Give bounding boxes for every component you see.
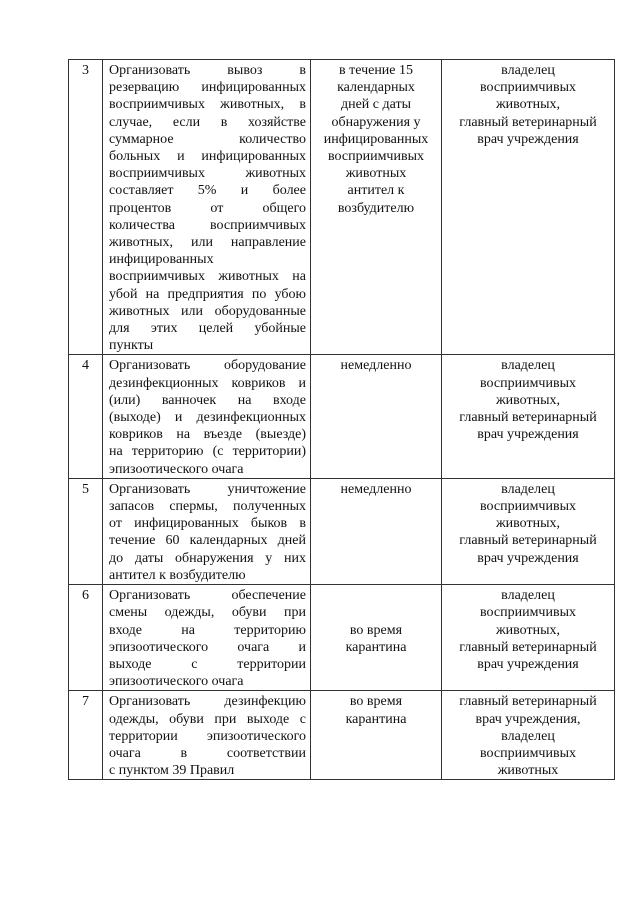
measure-text-line: эпизоотического очага bbox=[109, 461, 244, 477]
responsible-cell bbox=[442, 691, 615, 780]
term-text-line: во время bbox=[349, 694, 403, 710]
term-text-line: во время bbox=[349, 622, 403, 638]
measure-text-line: очага в соответствии bbox=[109, 745, 306, 761]
measure-text-line: выходе с территории bbox=[109, 656, 306, 672]
measure-text-line: восприимчивых животных, в bbox=[109, 97, 306, 113]
measure-cell bbox=[103, 478, 311, 584]
responsible-text-line: врач учреждения bbox=[477, 656, 579, 672]
responsible-text-line: восприимчивых bbox=[480, 605, 576, 621]
term-cell bbox=[311, 60, 442, 355]
term-text-line: возбудителю bbox=[337, 200, 415, 216]
measures-table bbox=[68, 59, 615, 780]
measure-text-line: восприимчивых животных bbox=[109, 166, 306, 182]
responsible-text-line: владелец bbox=[501, 588, 555, 604]
responsible-text-line: врач учреждения bbox=[477, 131, 579, 147]
responsible-text-line: животных, bbox=[495, 622, 560, 638]
term-text-line: немедленно bbox=[340, 481, 412, 497]
measure-text-line: на территорию (с территории) bbox=[109, 444, 306, 460]
measure-text-line: суммарное количество bbox=[109, 131, 306, 147]
term-cell bbox=[311, 585, 442, 691]
term-text-line: дней с даты bbox=[340, 97, 412, 113]
table-row bbox=[69, 585, 615, 691]
measure-text-line: с пунктом 39 Правил bbox=[109, 763, 235, 779]
term-text-line: карантина bbox=[345, 639, 407, 655]
measure-cell bbox=[103, 585, 311, 691]
measure-cell bbox=[103, 60, 311, 355]
measure-text-line: течение 60 календарных дней bbox=[109, 533, 306, 549]
table-row bbox=[69, 60, 615, 355]
row-number: 6 bbox=[69, 585, 103, 691]
responsible-text-line: восприимчивых bbox=[480, 745, 576, 761]
table-row bbox=[69, 355, 615, 478]
term-text-line: в течение 15 bbox=[338, 63, 414, 78]
measure-text-line: Организовать дезинфекцию bbox=[109, 694, 306, 710]
term-text-line: антител к bbox=[347, 183, 405, 199]
term-text-line: восприимчивых bbox=[328, 149, 424, 165]
measure-text-line: процентов от общего bbox=[109, 200, 306, 216]
measure-text-line: количества восприимчивых bbox=[109, 217, 306, 233]
term-text-line: животных bbox=[345, 166, 407, 182]
row-number: 7 bbox=[69, 691, 103, 780]
measure-text-line: животных или оборудованные bbox=[109, 303, 306, 319]
row-number: 3 bbox=[69, 60, 103, 355]
measure-text-line: Организовать уничтожение bbox=[109, 481, 306, 497]
measure-text-line: больных и инфицированных bbox=[109, 149, 306, 165]
term-text-line: немедленно bbox=[340, 358, 412, 374]
responsible-text-line: владелец bbox=[501, 728, 555, 744]
measure-cell bbox=[103, 691, 311, 780]
responsible-cell bbox=[442, 478, 615, 584]
measure-text-line: эпизоотического очага bbox=[109, 674, 244, 690]
measure-text-line: антител к возбудителю bbox=[109, 567, 246, 583]
measure-text-line: убой на предприятия по убою bbox=[109, 286, 306, 302]
measure-text-line: запасов спермы, полученных bbox=[109, 499, 306, 515]
measures-table-body bbox=[69, 60, 615, 780]
measure-text-line: случае, если в хозяйстве bbox=[109, 114, 306, 130]
measure-text-line: для этих целей убойные bbox=[109, 321, 306, 337]
responsible-cell bbox=[442, 60, 615, 355]
responsible-text-line: главный ветеринарный bbox=[459, 114, 597, 130]
responsible-text-line: восприимчивых bbox=[480, 80, 576, 96]
term-text-line: календарных bbox=[337, 80, 415, 96]
responsible-text-line: главный ветеринарный bbox=[459, 533, 597, 549]
table-row bbox=[69, 691, 615, 780]
table-row bbox=[69, 478, 615, 584]
responsible-cell bbox=[442, 355, 615, 478]
responsible-text-line: животных bbox=[497, 763, 559, 779]
responsible-text-line: главный ветеринарный bbox=[459, 410, 597, 426]
responsible-text-line: врач учреждения, bbox=[475, 711, 581, 727]
responsible-text-line: восприимчивых bbox=[480, 375, 576, 391]
responsible-cell bbox=[442, 585, 615, 691]
row-number: 5 bbox=[69, 478, 103, 584]
row-number: 4 bbox=[69, 355, 103, 478]
responsible-text-line: врач учреждения bbox=[477, 427, 579, 443]
measure-text-line: до даты обнаружения у них bbox=[109, 550, 306, 566]
responsible-text-line: животных, bbox=[495, 516, 560, 532]
measure-cell bbox=[103, 355, 311, 478]
responsible-text-line: владелец bbox=[501, 358, 555, 374]
measure-text-line: составляет 5% и более bbox=[109, 183, 306, 199]
measure-text-line: смены одежды, обуви при bbox=[109, 605, 306, 621]
measure-text-line: одежды, обуви при выходе с bbox=[109, 711, 306, 727]
term-text-line: инфицированных bbox=[323, 131, 429, 147]
responsible-text-line: врач учреждения bbox=[477, 550, 579, 566]
measure-text-line: эпизоотического очага и bbox=[109, 639, 306, 655]
measure-text-line: ковриков на въезде (выезде) bbox=[109, 427, 306, 443]
term-cell bbox=[311, 478, 442, 584]
responsible-text-line: животных, bbox=[495, 97, 560, 113]
responsible-text-line: главный ветеринарный bbox=[459, 694, 597, 710]
measure-text-line: территории эпизоотического bbox=[109, 728, 306, 744]
measure-text-line: Организовать вывоз в bbox=[109, 63, 306, 78]
responsible-text-line: животных, bbox=[495, 392, 560, 408]
measure-text-line: животных, или направление bbox=[109, 235, 306, 251]
responsible-text-line: владелец bbox=[501, 481, 555, 497]
measure-text-line: пункты bbox=[109, 338, 154, 354]
measure-text-line: (выходе) и дезинфекционных bbox=[109, 410, 306, 426]
term-text-line: карантина bbox=[345, 711, 407, 727]
measure-text-line: Организовать обеспечение bbox=[109, 588, 306, 604]
measure-text-line: от инфицированных быков в bbox=[109, 516, 306, 532]
measure-text-line: Организовать оборудование bbox=[109, 358, 306, 374]
responsible-text-line: восприимчивых bbox=[480, 499, 576, 515]
term-cell bbox=[311, 691, 442, 780]
measure-text-line: резервацию инфицированных bbox=[109, 80, 306, 96]
term-text-line: обнаружения у bbox=[331, 114, 421, 130]
responsible-text-line: владелец bbox=[501, 63, 555, 78]
term-cell bbox=[311, 355, 442, 478]
measure-text-line: (или) ванночек на входе bbox=[109, 392, 306, 408]
measure-text-line: инфицированных bbox=[109, 252, 214, 268]
measure-text-line: дезинфекционных ковриков и bbox=[109, 375, 306, 391]
measure-text-line: входе на территорию bbox=[109, 622, 306, 638]
measure-text-line: восприимчивых животных на bbox=[109, 269, 306, 285]
responsible-text-line: главный ветеринарный bbox=[459, 639, 597, 655]
